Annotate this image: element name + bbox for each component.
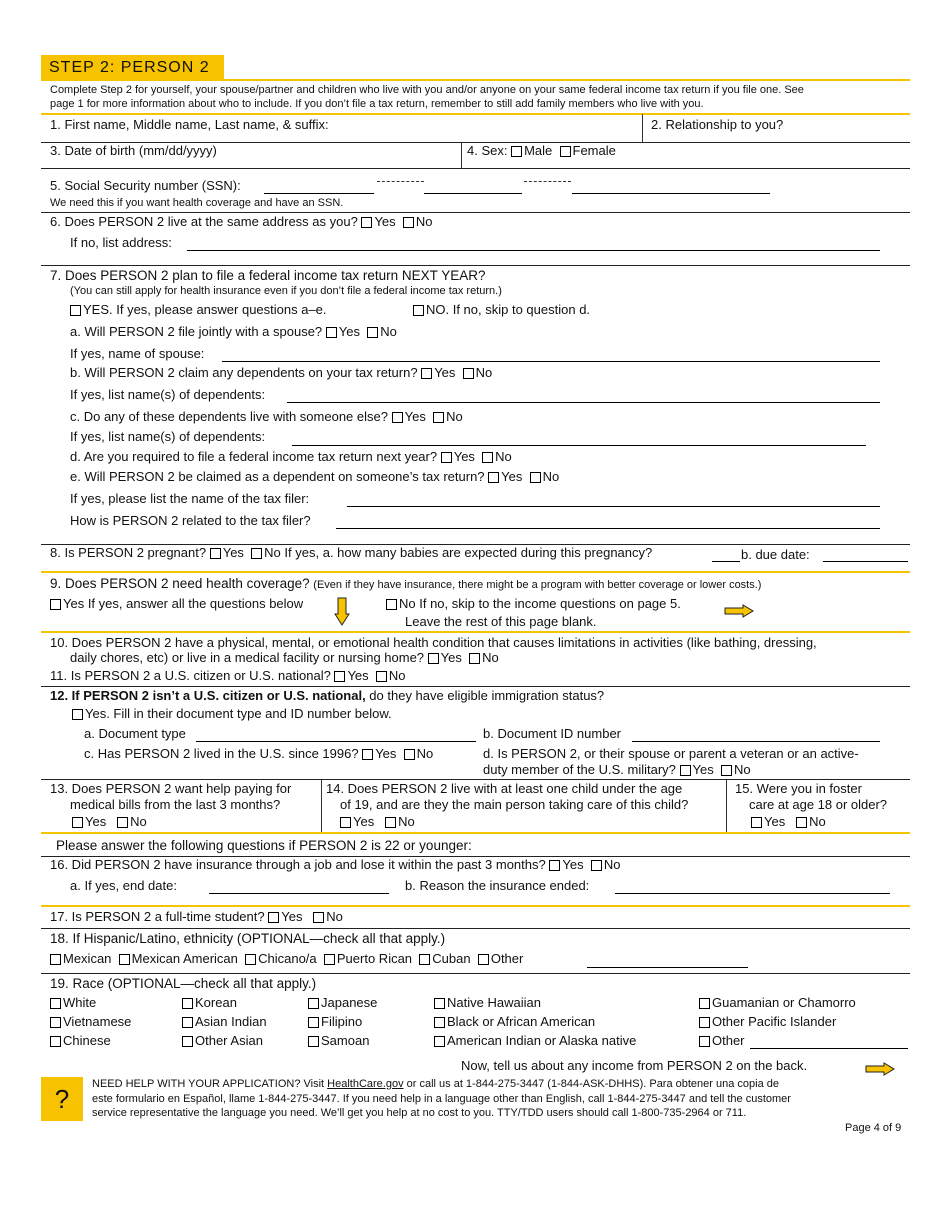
q18-options (50, 952, 523, 967)
japanese-label: Japanese (321, 995, 378, 1010)
american-indian-checkbox[interactable] (434, 1036, 445, 1047)
q14-yes-label: Yes (353, 814, 375, 829)
race-other-pacific (699, 1015, 836, 1030)
q12-bold-label: 12. If PERSON 2 isn’t a U.S. citizen or U.S. national, (50, 688, 366, 703)
q6-address-field[interactable] (187, 250, 880, 251)
q7e-no-label: No (542, 469, 560, 484)
q15-line-1: 15. Were you in foster (735, 781, 862, 796)
q7-no-option (413, 303, 590, 318)
q7c (70, 410, 463, 425)
mexican-american-checkbox[interactable] (119, 954, 130, 965)
race-filipino (308, 1015, 362, 1030)
filipino-checkbox[interactable] (308, 1017, 319, 1028)
mexican-checkbox[interactable] (50, 954, 61, 965)
help-post: or call us at 1-844-275-3447 (1-844-ASK-DHHS). Para obtener una copia de (403, 1078, 780, 1090)
q7c-list-label: If yes, list name(s) of dependents: (70, 429, 266, 444)
q12a-label: a. Document type (84, 726, 186, 741)
q12d (483, 763, 751, 778)
intro-line-2: page 1 for more information about who to include. If you don’t file a tax return, remember to still add family members who live with you. (50, 98, 704, 110)
q8-due-field[interactable] (823, 561, 908, 562)
native-hawaiian-checkbox[interactable] (434, 998, 445, 1009)
q6-yes-label: Yes (374, 214, 396, 229)
q7-no-label: NO. If no, skip to question d. (426, 302, 591, 317)
q7c-no-label: No (446, 409, 463, 424)
q12b-field[interactable] (632, 741, 880, 742)
race-native-hawaiian (434, 996, 541, 1011)
q6-yes-checkbox[interactable] (361, 217, 372, 228)
guamanian-label: Guamanian or Chamorro (712, 995, 856, 1010)
male-checkbox[interactable] (511, 146, 522, 157)
q9-yes-label: Yes If yes, answer all the questions below (63, 596, 304, 611)
q12d-yes-label: Yes (692, 762, 714, 777)
q4-sex (467, 144, 616, 159)
q11-no-checkbox[interactable] (376, 671, 387, 682)
korean-label: Korean (195, 995, 237, 1010)
chicano-label: Chicano/a (258, 951, 317, 966)
q7e (70, 470, 559, 485)
q3-dob-label: 3. Date of birth (mm/dd/yyyy) (50, 143, 217, 158)
q7a-yes-checkbox[interactable] (326, 327, 337, 338)
q16-no-checkbox[interactable] (591, 860, 602, 871)
q7c-no-checkbox[interactable] (433, 412, 444, 423)
intro-line-1: Complete Step 2 for yourself, your spouse/partner and children who live with you and/or anyone on your same federal income tax return if you file one. See (50, 84, 804, 96)
q14-yes-checkbox[interactable] (340, 817, 351, 828)
q9-note: (Even if they have insurance, there might be a program with better coverage or lower costs.) (313, 579, 762, 591)
q7c-label: c. Do any of these dependents live with someone else? (70, 409, 388, 424)
q11-label: 11. Is PERSON 2 a U.S. citizen or U.S. national? (50, 668, 331, 683)
race-vietnamese (50, 1015, 131, 1030)
q10-no-checkbox[interactable] (469, 653, 480, 664)
q5-ssn-label: 5. Social Security number (SSN): (50, 178, 241, 193)
q6-label: 6. Does PERSON 2 live at the same address as you? (50, 214, 358, 229)
filipino-label: Filipino (321, 1014, 363, 1029)
q12c-label: c. Has PERSON 2 lived in the U.S. since 1996? (84, 746, 359, 761)
q10-line-1: 10. Does PERSON 2 have a physical, mental, or emotional health condition that causes limitations in activities (like bathing, dressing, (50, 635, 817, 650)
q7-yes-checkbox[interactable] (70, 305, 81, 316)
q8-yes-label: Yes (222, 545, 244, 560)
q13-no-label: No (130, 814, 147, 829)
q7-note: (You can still apply for health insurance even if you don’t file a federal income tax return.) (70, 285, 502, 297)
q12d-no-label: No (733, 762, 751, 777)
q14-no-checkbox[interactable] (385, 817, 396, 828)
male-label: Male (524, 143, 553, 158)
page-number: Page 4 of 9 (845, 1122, 902, 1134)
q15-yes-checkbox[interactable] (751, 817, 762, 828)
white-label: White (63, 995, 97, 1010)
q15-line-2: care at age 18 or older? (749, 797, 888, 812)
q7c-list-field[interactable] (292, 445, 866, 446)
help-icon: ? (41, 1077, 83, 1121)
q17-no-checkbox[interactable] (313, 912, 324, 923)
guamanian-checkbox[interactable] (699, 998, 710, 1009)
q15-yes-label: Yes (764, 814, 786, 829)
q7a-no-checkbox[interactable] (367, 327, 378, 338)
q14-no-label: No (398, 814, 415, 829)
section-header: STEP 2: PERSON 2 (41, 55, 224, 80)
q7a-spouse-field[interactable] (222, 361, 880, 362)
q12d-line-1: d. Is PERSON 2, or their spouse or parent a veteran or an active- (483, 746, 859, 761)
help-line-3: service representative the language you need. We’ll get you help at no cost to you. TTY/TDD users should call 1-800-735-2964 or 711. (92, 1107, 747, 1119)
q9-no-checkbox[interactable] (386, 599, 397, 610)
age-note: Please answer the following questions if PERSON 2 is 22 or younger: (56, 838, 472, 853)
race-other-field[interactable] (750, 1048, 908, 1049)
q13-no-checkbox[interactable] (117, 817, 128, 828)
q8-no-checkbox[interactable] (251, 548, 262, 559)
q7b-yes-checkbox[interactable] (421, 368, 432, 379)
q7b-no-checkbox[interactable] (463, 368, 474, 379)
q7e-label: e. Will PERSON 2 be claimed as a dependent on someone’s tax return? (70, 469, 485, 484)
q7a-spouse-label: If yes, name of spouse: (70, 346, 205, 361)
q7e-related-field[interactable] (336, 528, 880, 529)
q7d-yes-checkbox[interactable] (441, 452, 452, 463)
q13-options (72, 815, 147, 830)
q13-yes-label: Yes (85, 814, 107, 829)
race-other-asian (182, 1034, 263, 1049)
q7b-label: b. Will PERSON 2 claim any dependents on your tax return? (70, 365, 418, 380)
race-guamanian (699, 996, 856, 1011)
q7a-label: a. Will PERSON 2 file jointly with a spouse? (70, 324, 323, 339)
q8-label: 8. Is PERSON 2 pregnant? (50, 545, 207, 560)
q15-no-checkbox[interactable] (796, 817, 807, 828)
q7-no-checkbox[interactable] (413, 305, 424, 316)
chinese-label: Chinese (63, 1033, 111, 1048)
native-hawaiian-label: Native Hawaiian (447, 995, 541, 1010)
q5-ssn-note: We need this if you want health coverage and have an SSN. (50, 197, 344, 209)
q12c-yes-label: Yes (375, 746, 397, 761)
q13-line-2: medical bills from the last 3 months? (70, 797, 281, 812)
q6-address-label: If no, list address: (70, 235, 172, 250)
race-other-label: Other (712, 1033, 745, 1048)
q17 (50, 910, 343, 925)
q6-no-checkbox[interactable] (403, 217, 414, 228)
q9-no-label: No If no, skip to the income questions on page 5. (399, 596, 681, 611)
q17-yes-checkbox[interactable] (268, 912, 279, 923)
q13-line-1: 13. Does PERSON 2 want help paying for (50, 781, 292, 796)
white-checkbox[interactable] (50, 998, 61, 1009)
vietnamese-label: Vietnamese (63, 1014, 132, 1029)
q16-label: 16. Did PERSON 2 have insurance through a job and lose it within the past 3 months? (50, 857, 546, 872)
q9-no-option (386, 597, 681, 612)
race-asian-indian (182, 1015, 267, 1030)
q17-yes-label: Yes (281, 909, 303, 924)
q12b-label: b. Document ID number (483, 726, 622, 741)
q7a-no-label: No (380, 324, 397, 339)
q11-yes-checkbox[interactable] (334, 671, 345, 682)
q7b-list-field[interactable] (287, 402, 880, 403)
q7-yes-option (70, 303, 327, 318)
q7d-label: d. Are you required to file a federal income tax return next year? (70, 449, 438, 464)
q7e-yes-checkbox[interactable] (488, 472, 499, 483)
right-arrow-icon (724, 604, 754, 618)
american-indian-label: American Indian or Alaska native (447, 1033, 637, 1048)
q9-label: 9. Does PERSON 2 need health coverage? (50, 576, 310, 591)
q14-line-2: of 19, and are they the main person taking care of this child? (340, 797, 689, 812)
q10 (70, 651, 499, 666)
samoan-checkbox[interactable] (308, 1036, 319, 1047)
race-white (50, 996, 96, 1011)
cuban-label: Cuban (432, 951, 471, 966)
race-japanese (308, 996, 377, 1011)
korean-checkbox[interactable] (182, 998, 193, 1009)
q7-label: 7. Does PERSON 2 plan to file a federal income tax return NEXT YEAR? (50, 268, 486, 283)
q9-yes-checkbox[interactable] (50, 599, 61, 610)
help-line-2: este formulario en Español, llame 1-844-275-3447. If you need help in a language other than English, call 1-844-275-3447 and tell the customer (92, 1093, 791, 1105)
down-arrow-icon (334, 597, 350, 627)
female-checkbox[interactable] (560, 146, 571, 157)
race-samoan (308, 1034, 369, 1049)
q14-line-1: 14. Does PERSON 2 live with at least one child under the age (326, 781, 683, 796)
cuban-checkbox[interactable] (419, 954, 430, 965)
q16b-field[interactable] (615, 893, 890, 894)
q16a-label: a. If yes, end date: (70, 878, 177, 893)
puerto-rican-label: Puerto Rican (336, 951, 413, 966)
mexican-label: Mexican (63, 951, 112, 966)
q16-yes-label: Yes (562, 857, 584, 872)
q7e-filer-label: If yes, please list the name of the tax filer: (70, 491, 310, 506)
q16-no-label: No (603, 857, 621, 872)
other-pacific-label: Other Pacific Islander (712, 1014, 837, 1029)
q7d (70, 450, 512, 465)
other-pacific-checkbox[interactable] (699, 1017, 710, 1028)
q12-rest-label: do they have eligible immigration status? (365, 688, 605, 703)
q6 (50, 215, 433, 230)
q12 (50, 689, 604, 704)
q12c (84, 747, 433, 762)
q7e-filer-field[interactable] (347, 506, 880, 507)
q7d-no-checkbox[interactable] (482, 452, 493, 463)
next-arrow-icon (865, 1062, 895, 1076)
q11-yes-label: Yes (347, 668, 369, 683)
q7b-yes-label: Yes (434, 365, 456, 380)
ethnicity-other-field[interactable] (587, 967, 748, 968)
q8-yes-checkbox[interactable] (210, 548, 221, 559)
q10-yes-checkbox[interactable] (428, 653, 439, 664)
q8-babies-field[interactable] (712, 561, 740, 562)
q10-no-label: No (482, 650, 499, 665)
q1-name-label: 1. First name, Middle name, Last name, & suffix: (50, 117, 329, 132)
q17-no-label: No (326, 909, 343, 924)
black-label: Black or African American (447, 1014, 596, 1029)
asian-indian-label: Asian Indian (195, 1014, 267, 1029)
help-line-1 (92, 1078, 779, 1091)
race-korean (182, 996, 237, 1011)
next-page-note: Now, tell us about any income from PERSON 2 on the back. (461, 1058, 808, 1073)
q7c-yes-checkbox[interactable] (392, 412, 403, 423)
ssn-field-1[interactable] (264, 193, 374, 194)
q8-due-label: b. due date: (741, 547, 810, 562)
q7d-no-label: No (495, 449, 512, 464)
q11-no-label: No (388, 668, 406, 683)
ethnicity-other-label: Other (490, 951, 524, 966)
vietnamese-checkbox[interactable] (50, 1017, 61, 1028)
q7a (70, 325, 397, 340)
q2-relationship-label: 2. Relationship to you? (651, 117, 784, 132)
q12d-line-2: duty member of the U.S. military? (483, 762, 676, 777)
q15-no-label: No (809, 814, 826, 829)
q12c-no-label: No (416, 746, 434, 761)
q9-blank-note: Leave the rest of this page blank. (405, 614, 597, 629)
race-american-indian (434, 1034, 636, 1049)
puerto-rican-checkbox[interactable] (324, 954, 335, 965)
samoan-label: Samoan (321, 1033, 370, 1048)
other-asian-label: Other Asian (195, 1033, 263, 1048)
q9-yes-option (50, 597, 303, 612)
race-chinese (50, 1034, 111, 1049)
q13-yes-checkbox[interactable] (72, 817, 83, 828)
other-asian-checkbox[interactable] (182, 1036, 193, 1047)
q10-yes-label: Yes (440, 650, 462, 665)
q14-options (340, 815, 415, 830)
q12c-no-checkbox[interactable] (404, 749, 415, 760)
ethnicity-other-checkbox[interactable] (478, 954, 489, 965)
q12d-no-checkbox[interactable] (721, 765, 732, 776)
q8-babies-label: If yes, a. how many babies are expected during this pregnancy? (284, 545, 653, 560)
q6-no-label: No (415, 214, 433, 229)
q7b (70, 366, 492, 381)
q7c-yes-label: Yes (404, 409, 426, 424)
q7a-yes-label: Yes (338, 324, 360, 339)
q11 (50, 669, 406, 684)
q16a-field[interactable] (209, 893, 389, 894)
q7b-no-label: No (475, 365, 493, 380)
q4-sex-label: 4. Sex: (467, 143, 508, 158)
q10-line-2: daily chores, etc) or live in a medical facility or nursing home? (70, 650, 425, 665)
q7e-yes-label: Yes (501, 469, 523, 484)
q8 (50, 546, 652, 561)
q17-label: 17. Is PERSON 2 a full-time student? (50, 909, 265, 924)
race-other (699, 1034, 745, 1049)
ssn-field-2[interactable] (424, 193, 522, 194)
chinese-checkbox[interactable] (50, 1036, 61, 1047)
ssn-field-3[interactable] (572, 193, 770, 194)
q16b-label: b. Reason the insurance ended: (405, 878, 590, 893)
q9 (50, 576, 761, 592)
q7b-list-label: If yes, list name(s) of dependents: (70, 387, 266, 402)
q12c-yes-checkbox[interactable] (362, 749, 373, 760)
q7-yes-label: YES. If yes, please answer questions a–e. (83, 302, 327, 317)
japanese-checkbox[interactable] (308, 998, 319, 1009)
q12d-yes-checkbox[interactable] (680, 765, 691, 776)
q12a-field[interactable] (196, 741, 476, 742)
q19-label: 19. Race (OPTIONAL—check all that apply.) (50, 976, 317, 991)
q7d-yes-label: Yes (453, 449, 475, 464)
mexican-american-label: Mexican American (131, 951, 238, 966)
q7e-no-checkbox[interactable] (530, 472, 541, 483)
chicano-checkbox[interactable] (245, 954, 256, 965)
q16 (50, 858, 620, 873)
q16-yes-checkbox[interactable] (549, 860, 560, 871)
asian-indian-checkbox[interactable] (182, 1017, 193, 1028)
help-pre: NEED HELP WITH YOUR APPLICATION? Visit (92, 1078, 328, 1090)
black-checkbox[interactable] (434, 1017, 445, 1028)
female-label: Female (572, 143, 616, 158)
q12-yes-option (72, 707, 392, 722)
q15-options (751, 815, 826, 830)
q12-yes-label: Yes. Fill in their document type and ID number below. (85, 706, 392, 721)
q12-yes-checkbox[interactable] (72, 709, 83, 720)
race-black (434, 1015, 595, 1030)
healthcare-gov-link[interactable]: HealthCare.gov (327, 1078, 404, 1090)
q18-label: 18. If Hispanic/Latino, ethnicity (OPTIONAL—check all that apply.) (50, 931, 446, 946)
race-other-checkbox[interactable] (699, 1036, 710, 1047)
q8-no-label: No (264, 545, 281, 560)
q7e-related-label: How is PERSON 2 related to the tax filer? (70, 513, 311, 528)
